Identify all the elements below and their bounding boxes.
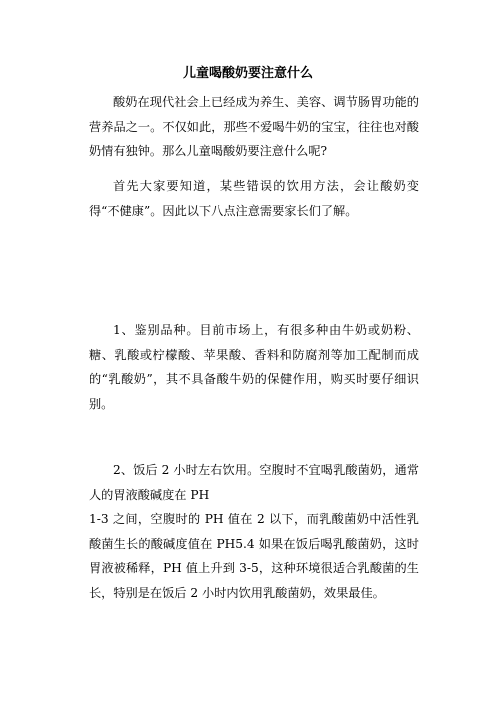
paragraph-notice: 首先大家要知道，某些错误的饮用方法，会让酸奶变得“不健康”。因此以下八点注意需要家长们了解。: [89, 179, 419, 218]
paragraph-point-2-continued: 1-3 之间，空腹时的 PH 值在 2 以下，而乳酸菌奶中活性乳酸菌生长的酸碱度值在 PH5.4 如果在饭后喝乳酸菌奶，这时胃液被稀释，PH 值上升到 3-5，这种环境很适合乳酸菌的生长，特别是在饭后 2 小时内饮用乳酸菌奶，效果最佳。: [89, 512, 419, 600]
paragraph-intro: 酸奶在现代社会上已经成为养生、美容、调节肠胃功能的营养品之一。不仅如此，那些不爱喝牛奶的宝宝，往往也对酸奶情有独钟。那么儿童喝酸奶要注意什么呢?: [89, 95, 419, 158]
document-title: 儿童喝酸奶要注意什么: [182, 66, 313, 81]
paragraph-point-2: 2、饭后 2 小时左右饮用。空腹时不宜喝乳酸菌奶，通常人的胃液酸碱度在 PH: [89, 463, 419, 502]
paragraph-point-1: 1、鉴别品种。目前市场上，有很多种由牛奶或奶粉、糖、乳酸或柠檬酸、苹果酸、香料和防腐剂等加工配制而成的“乳酸奶”，其不具备酸牛奶的保健作用，购买时要仔细识别。: [89, 323, 419, 411]
